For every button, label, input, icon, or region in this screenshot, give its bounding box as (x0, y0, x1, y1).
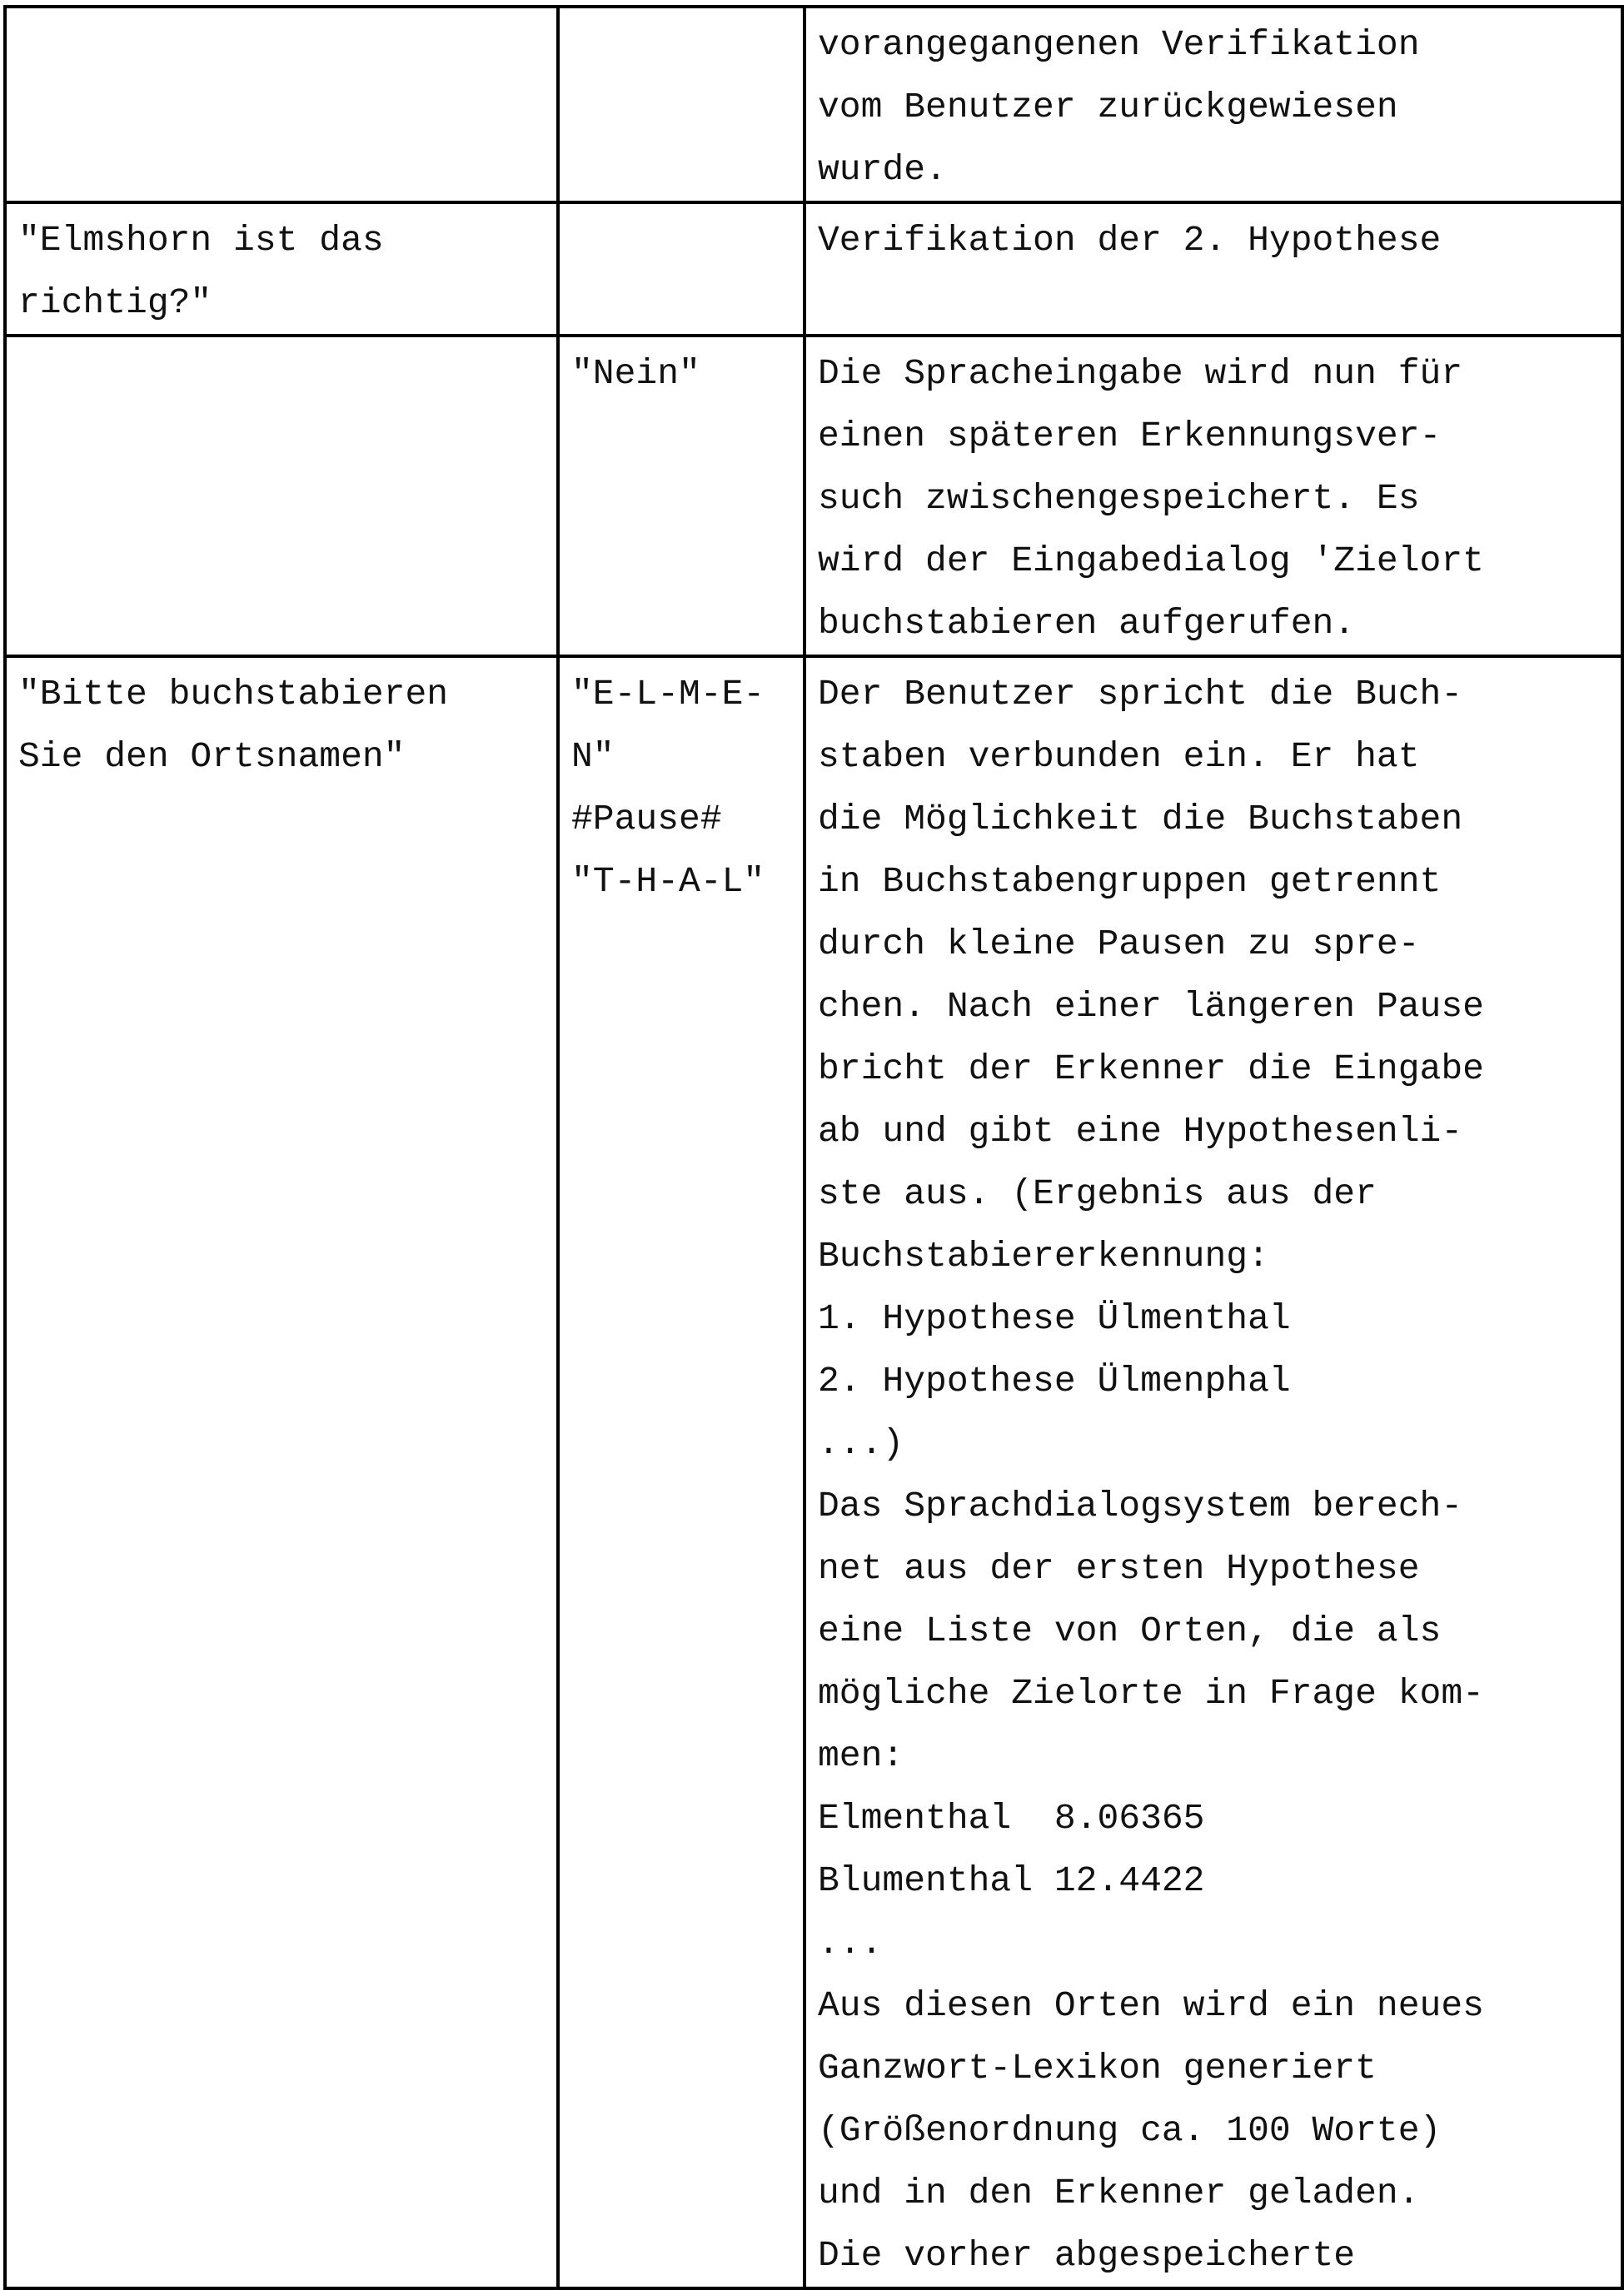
table-row (5, 202, 1622, 336)
table-row (5, 656, 1622, 2288)
user-input-cell (558, 336, 805, 656)
text-line: vom Benutzer zurückgewiesen (818, 87, 1398, 127)
system-prompt-cell (5, 7, 558, 202)
text-line: ab und gibt eine Hypothesenli- (818, 1111, 1463, 1152)
table-row (5, 7, 1622, 202)
text-line: Verifikation der 2. Hypothese (818, 220, 1442, 261)
text-line: Blumenthal 12.4422 (818, 1860, 1205, 1901)
text-line: wird der Eingabedialog 'Zielort (818, 540, 1484, 581)
description-cell (805, 202, 1622, 336)
text-line: Ganzwort-Lexikon generiert (818, 2048, 1377, 2088)
text-line: "Elmshorn ist das (18, 220, 384, 261)
text-line: ...) (818, 1423, 904, 1464)
text-line: Das Sprachdialogsystem berech- (818, 1486, 1463, 1526)
text-line: Sie den Ortsnamen" (18, 736, 406, 777)
text-line: in Buchstabengruppen getrennt (818, 861, 1442, 902)
user-input-cell (558, 656, 805, 2288)
text-line: "T-H-A-L" (571, 861, 765, 902)
text-line: 2. Hypothese Ülmenphal (818, 1361, 1291, 1401)
text-line: mögliche Zielorte in Frage kom- (818, 1673, 1484, 1714)
text-line: buchstabieren aufgerufen. (818, 603, 1356, 644)
text-line: "Nein" (571, 353, 700, 394)
text-line: Elmenthal 8.06365 (818, 1798, 1205, 1839)
text-line: N" (571, 736, 615, 777)
text-line: bricht der Erkenner die Eingabe (818, 1048, 1484, 1089)
text-line: die Möglichkeit die Buchstaben (818, 799, 1463, 839)
text-line: #Pause# (571, 799, 722, 839)
text-line: vorangegangenen Verifikation (818, 24, 1420, 65)
text-line: men: (818, 1735, 904, 1776)
text-line: chen. Nach einer längeren Pause (818, 986, 1484, 1027)
text-line: (Größenordnung ca. 100 Worte) (818, 2110, 1442, 2151)
system-prompt-cell (5, 656, 558, 2288)
text-line: durch kleine Pausen zu spre- (818, 923, 1420, 964)
dialog-flow-table (3, 5, 1624, 2290)
system-prompt-cell (5, 202, 558, 336)
description-cell (805, 7, 1622, 202)
text-line: ... (818, 1923, 883, 1964)
text-line: ste aus. (Ergebnis aus der (818, 1173, 1377, 1214)
text-line: Die Spracheingabe wird nun für (818, 353, 1463, 394)
text-line: Aus diesen Orten wird ein neues (818, 1985, 1484, 2026)
text-line: eine Liste von Orten, die als (818, 1610, 1442, 1651)
user-input-cell (558, 7, 805, 202)
text-line: 1. Hypothese Ülmenthal (818, 1298, 1291, 1339)
description-cell (805, 336, 1622, 656)
text-line: Die vorher abgespeicherte (818, 2235, 1356, 2276)
text-line: such zwischengespeichert. Es (818, 478, 1420, 519)
description-cell (805, 656, 1622, 2288)
text-line: wurde. (818, 149, 947, 190)
user-input-cell (558, 202, 805, 336)
text-line: net aus der ersten Hypothese (818, 1548, 1420, 1589)
text-line: richtig?" (18, 282, 212, 323)
text-line: "E-L-M-E- (571, 674, 765, 714)
table-row (5, 336, 1622, 656)
text-line: staben verbunden ein. Er hat (818, 736, 1420, 777)
text-line: und in den Erkenner geladen. (818, 2173, 1420, 2213)
text-line: Buchstabiererkennung: (818, 1236, 1269, 1277)
text-line: einen späteren Erkennungsver- (818, 416, 1442, 456)
system-prompt-cell (5, 336, 558, 656)
text-line: "Bitte buchstabieren (18, 674, 449, 714)
text-line: Der Benutzer spricht die Buch- (818, 674, 1463, 714)
